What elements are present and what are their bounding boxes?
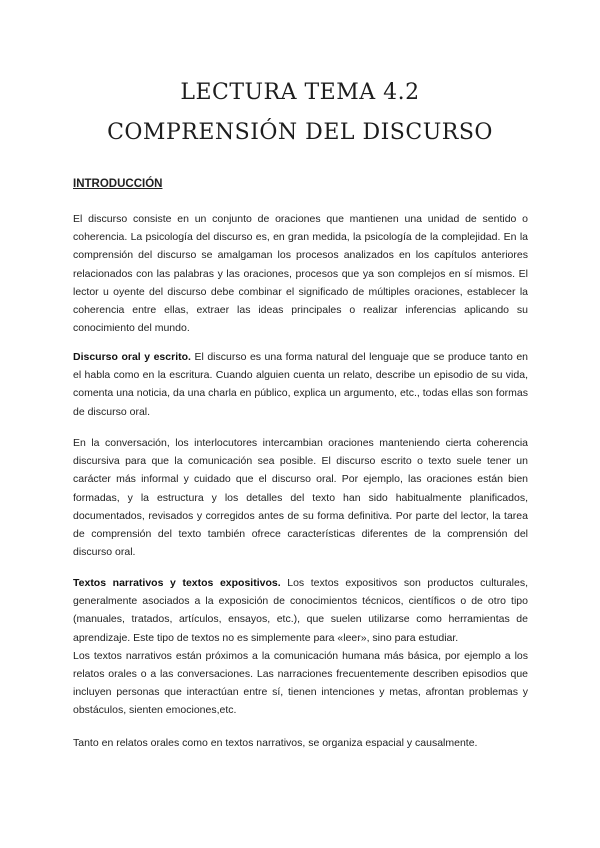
paragraph-intro: El discurso consiste en un conjunto de oraciones que mantienen una unidad de sentido o coherencia. La psicología del discurso es, en gran medida, la psicología de la complejidad. En la comprensión del discurso se amalgaman los procesos analizados en los capítulos anteriores relacionados con las palabras y las oraciones, procesos que ya son complejos en sí mismos. El lector u oyente del discurso debe combinar el significado de múltiples oraciones, establecer la coherencia entre ellas, extraer las ideas principales o realizar inferencias aplicando su conocimiento del mundo. <box>73 213 528 335</box>
paragraph-lead-textos: Textos narrativos y textos expositivos. <box>73 577 281 589</box>
paragraph-conversacion: En la conversación, los interlocutores intercambian oraciones manteniendo cierta coherencia discursiva para que la comunicación sea posible. El discurso escrito o texto suele tener un carácter más informal y cuidado que el discurso oral. Por ejemplo, las oraciones están bien formadas, y la estructura y los detalles del texto han sido habitualmente planificados, documentados, revisados y corregidos antes de su forma definitiva. Por parte del lector, la tarea de comprensión del texto también ofrece características diferentes de la comprensión del discurso oral. <box>73 437 528 559</box>
paragraph-lead-discurso: Discurso oral y escrito. <box>73 351 191 363</box>
paragraph-discurso-oral-escrito <box>73 348 528 421</box>
paragraph-body-narrativos: Los textos narrativos están próximos a la comunicación humana más básica, por ejemplo a los relatos orales o a las conversaciones. Las narraciones frecuentemente describen episodios que incluyen personas que interactúan entre sí, tienen intenciones y metas, afrontan problemas y obstáculos, sienten emociones,etc. <box>73 649 528 717</box>
paragraph-body-textos: Los textos expositivos son productos culturales, generalmente asociados a la exposición de conocimientos técnicos, científicos o de otro tipo (manuales, tratados, artículos, ensayos, etc.), que suelen utilizarse como herramientas de aprendizaje. Este tipo de textos no es simplemente para «leer», sino para estudiar. <box>73 577 528 644</box>
document-title-line2: COMPRENSIÓN DEL DISCURSO <box>107 120 493 145</box>
section-heading-introduccion: INTRODUCCIÓN <box>73 178 163 190</box>
paragraph-textos-narrativos-expositivos <box>73 574 528 720</box>
document-title-line1: LECTURA TEMA 4.2 <box>180 80 420 105</box>
paragraph-body-discurso: El discurso es una forma natural del lenguaje que se produce tanto en el habla como en la escritura. Cuando alguien cuenta un relato, describe un episodio de su vida, comenta una noticia, da una charla en público, explica un argumento, etc., todas ellas son formas de discurso oral. <box>73 351 528 418</box>
paragraph-relatos-orales: Tanto en relatos orales como en textos narrativos, se organiza espacial y causalmente. <box>73 737 478 749</box>
